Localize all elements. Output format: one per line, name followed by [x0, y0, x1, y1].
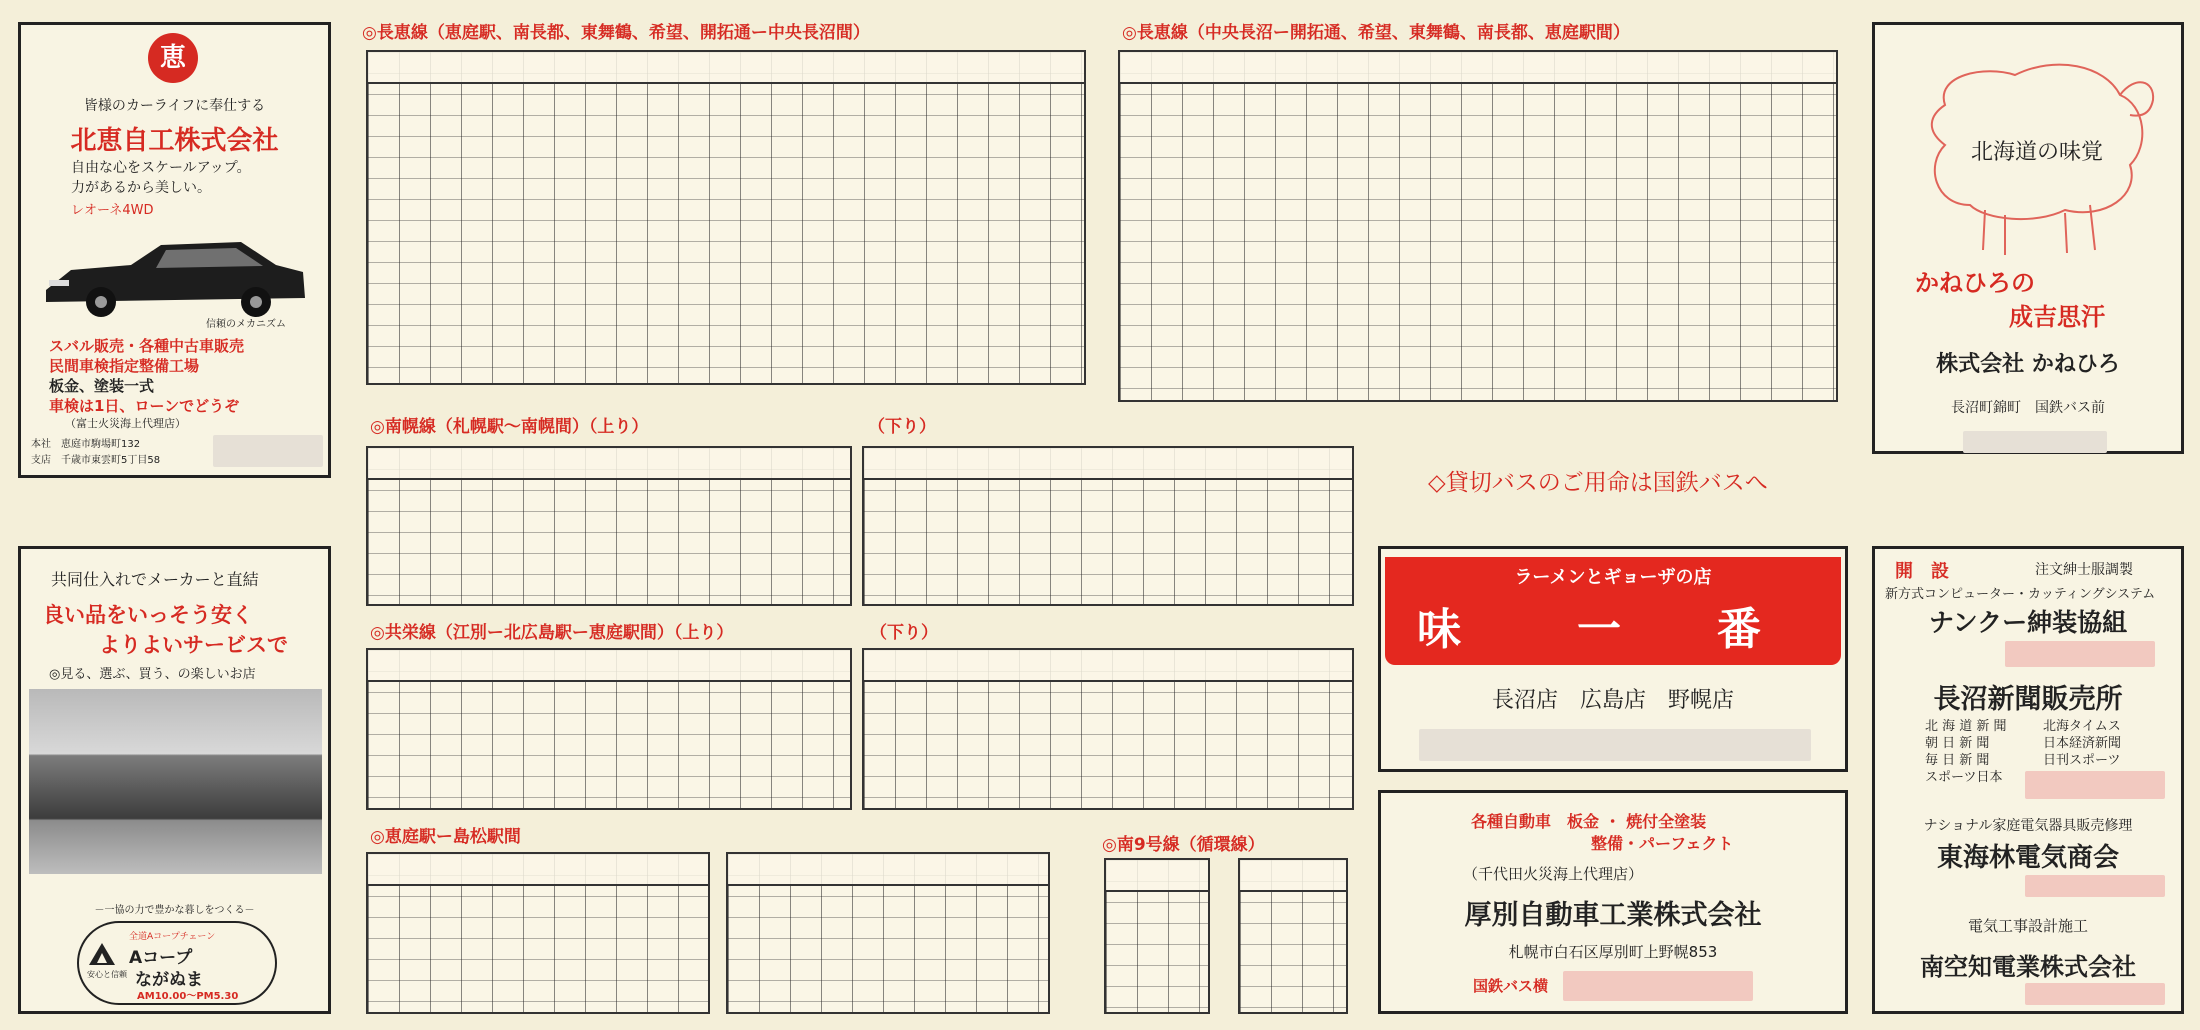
- timetable-3-down: [862, 446, 1354, 606]
- redacted-phone: [2025, 983, 2165, 1005]
- redacted-phone: [2005, 641, 2155, 667]
- coop-chain: 全道Aコープチェーン: [129, 932, 216, 942]
- timetable-title-2: ◎長恵線（中央長沼ー開拓通、希望、東舞鶴、南長都、恵庭駅間）: [1122, 23, 1630, 43]
- coop-trust: 安心と信頼: [87, 970, 127, 979]
- timetable-title-3b: （下り）: [868, 417, 936, 437]
- timetable-title-3: ◎南幌線（札幌駅～南幌間）（上り）: [370, 417, 649, 437]
- coop-line4: ◎見る、選ぶ、買う、の楽しいお店: [49, 667, 256, 682]
- timetable-title-1: ◎長恵線（恵庭駅、南長都、東舞鶴、希望、開拓通ー中央長沼間）: [362, 23, 870, 43]
- timetable-1: [366, 50, 1086, 385]
- coop-hours: AM10.00～PM5.30: [137, 991, 239, 1002]
- tokairin-company: 東海林電気商会: [1936, 843, 2119, 873]
- timetable-4-up: [366, 648, 852, 810]
- ajiichiban-branches: 長沼店 広島店 野幌店: [1491, 688, 1734, 713]
- kitae-ad: [18, 22, 331, 478]
- news-left-1: 朝 日 新 聞: [1925, 736, 1990, 751]
- coop-store: ながぬま: [135, 970, 203, 990]
- kanehiro-catch2: 成吉思汗: [2009, 303, 2105, 331]
- naganuma-news: 長沼新聞販売所: [1933, 684, 2123, 715]
- timetable-title-6: ◎南9号線（循環線）: [1102, 835, 1265, 855]
- kanehiro-addr: 長沼町錦町 国鉄バス前: [1951, 400, 2105, 416]
- timetable-2: [1118, 50, 1838, 402]
- coop-line2: 良い品をいっそう安く: [43, 603, 253, 627]
- open-label: 開 設: [1895, 561, 1949, 582]
- atsubetsu-ad: [1378, 790, 1848, 1014]
- news-left-0: 北 海 道 新 聞: [1925, 719, 2007, 734]
- redacted-phone: [2025, 875, 2165, 897]
- kitae-addr1: 本社 恵庭市駒場町132: [31, 439, 141, 450]
- timetable-5a: [366, 852, 710, 1014]
- redacted-phone: [1419, 729, 1811, 761]
- kanehiro-company: 株式会社 かねひろ: [1936, 352, 2120, 377]
- kitae-line4: 車検は1日、ローンでどうぞ: [49, 397, 240, 415]
- coop-brand: Aコープ: [129, 948, 193, 968]
- kitae-logo: 恵: [148, 33, 198, 83]
- atsubetsu-bus: 国鉄バス横: [1473, 977, 1549, 995]
- timetable-5b: [726, 852, 1050, 1014]
- denki-label: 電気工事設計施工: [1967, 917, 2088, 935]
- kitae-model: レオーネ4WD: [71, 203, 154, 218]
- timetable-title-4b: （下り）: [870, 623, 938, 643]
- kanehiro-catch1: かねひろの: [1915, 269, 2035, 297]
- ajiichiban-ad: [1378, 546, 1848, 772]
- charter-notice: ◇貸切バスのご用命は国鉄バスへ: [1428, 470, 1768, 496]
- kitae-caption: 信頼のメカニズム: [206, 319, 286, 330]
- kitae-addr2: 支店 千歳市東雲町5丁目58: [31, 455, 161, 466]
- cutting-system: 新方式コンピューター・カッティングシステム: [1885, 587, 2156, 602]
- kitae-line5: （富士火災海上代理店）: [65, 417, 186, 430]
- coop-a-icon: [87, 941, 117, 967]
- timetable-6b: [1238, 858, 1348, 1014]
- noren-char-ichi: 一: [1577, 604, 1621, 655]
- kanehiro-mikaku: 北海道の味覚: [1971, 140, 2104, 165]
- timetable-title-5: ◎恵庭駅ー島松駅間: [370, 827, 521, 847]
- noren-char-aji: 味: [1417, 604, 1461, 655]
- right-ads: [1872, 546, 2184, 1014]
- tailor-label: 注文紳士服調製: [2035, 562, 2133, 578]
- news-left-3: スポーツ日本: [1925, 770, 2003, 785]
- coop-ad: [18, 546, 331, 1014]
- national-label: ナショナル家庭電気器具販売修理: [1923, 818, 2133, 834]
- kitae-line1: スバル販売・各種中古車販売: [49, 337, 245, 355]
- kitae-line3: 板金、塗装一式: [49, 377, 155, 395]
- atsubetsu-line1: 各種自動車 板金 ・ 焼付全塗装: [1471, 812, 1707, 831]
- news-right-0: 北海タイムス: [2043, 719, 2121, 734]
- news-left-2: 毎 日 新 聞: [1925, 753, 1990, 768]
- redacted-phone: [1563, 971, 1753, 1001]
- store-photo: [29, 689, 322, 874]
- coop-caption: －一協の力で豊かな暮しをつくる－: [94, 905, 255, 916]
- timetable-6a: [1104, 858, 1210, 1014]
- kitae-slogan1: 自由な心をスケールアップ。: [71, 160, 251, 176]
- kitae-company: 北恵自工株式会社: [70, 126, 279, 156]
- timetable-3-up: [366, 446, 852, 606]
- car-image: [41, 220, 311, 325]
- minami-company: 南空知電業株式会社: [1920, 953, 2136, 981]
- atsubetsu-company: 厚別自動車工業株式会社: [1464, 900, 1762, 931]
- nanku-company: ナンクー紳装協組: [1928, 608, 2128, 637]
- atsubetsu-line3: （千代田火災海上代理店）: [1463, 865, 1644, 883]
- coop-line1: 共同仕入れでメーカーと直結: [51, 570, 259, 589]
- timetable-title-4: ◎共栄線（江別ー北広島駅ー恵庭駅間）（上り）: [370, 623, 734, 643]
- kanehiro-ad: [1872, 22, 2184, 454]
- kitae-catch: 皆様のカーライフに奉仕する: [83, 98, 266, 114]
- noren-caption: ラーメンとギョーザの店: [1514, 567, 1712, 588]
- news-right-1: 日本経済新聞: [2043, 736, 2122, 751]
- noren-char-ban: 番: [1717, 604, 1761, 655]
- timetable-4-down: [862, 648, 1354, 810]
- atsubetsu-addr: 札幌市白石区厚別町上野幌853: [1508, 943, 1718, 961]
- redacted-phone: [2025, 771, 2165, 799]
- kitae-line2: 民間車検指定整備工場: [49, 357, 200, 375]
- atsubetsu-line2: 整備・パーフェクト: [1591, 834, 1734, 853]
- news-right-2: 日刊スポーツ: [2043, 753, 2121, 768]
- redacted-phone: [1963, 431, 2107, 453]
- kitae-slogan2: 力があるから美しい。: [71, 180, 211, 196]
- coop-line3: よりよいサービスで: [99, 633, 288, 657]
- redacted-phone: [213, 435, 323, 467]
